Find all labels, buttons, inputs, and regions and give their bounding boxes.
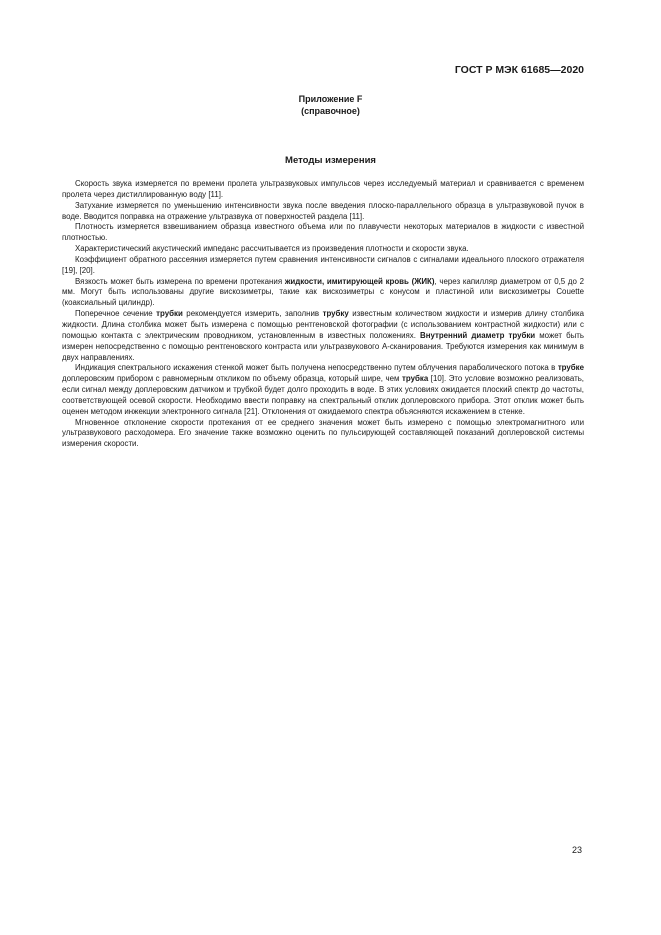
text-run: Затухание измеряется по уменьшению интенсивности звука после введения плоско-параллельного образца в ультразвуковой пучок в воде. Вводится поправка на отражение ультразвука от поверхностей раздела [11]. — [62, 200, 584, 221]
bold-term: трубку — [322, 309, 349, 319]
page-number: 23 — [571, 845, 582, 855]
text-run: Мгновенное отклонение скорости протекания от ее среднего значения может быть измерено с помощью электромагнитного или ультразвукового расходомера. Его значение также возможно оценить по пульсирующей составляющей показаний доплеровской системы измерения скорости. — [62, 417, 584, 449]
text-run: Плотность измеряется взвешиванием образца известного объема или по плавучести некоторых материалов в жидкости с известной плотностью. — [62, 222, 584, 243]
bold-term: трубки — [156, 309, 183, 319]
annex-heading — [0, 93, 661, 117]
body-paragraph — [62, 277, 584, 310]
text-run: рекомендуется измерить, заполнив — [182, 309, 323, 319]
text-run: Поперечное сечение — [75, 309, 157, 319]
text-run: Вязкость может быть измерена по времени протекания — [75, 276, 285, 286]
body-paragraph — [62, 255, 584, 277]
text-run: Индикация спектрального искажения стенкой может быть получена непосредственно путем облучения параболического потока в — [75, 363, 558, 373]
text-run: известным количеством жидкости и измерив длину столбика жидкости. Длина столбика может быть измерена с помощью рентгеновской фотографии (с использованием контрастной жидкости) или с помощью контакта с электрическим проводником, установленным в известных положениях. — [62, 309, 584, 340]
text-run: доплеровским прибором с равномерным откликом по объему образца, который шире, чем — [62, 374, 403, 384]
text-run: [10]. Это условие возможно реализовать, если сигнал между доплеровским датчиком и трубкой будет долго проходить в воде. В этих условиях ожидается плоский спектр до частоты, соответствующей осевой скорости. Необходимо ввести поправку на спектральный отклик доплеровского прибора. Этот отклик может быть оценен методом инжекции электронного сигнала [21]. Отклонения от ожидаемого спектра объясняются искажением в стенке. — [62, 374, 584, 416]
body-paragraph — [62, 244, 584, 255]
text-run: Характеристический акустический импеданс рассчитывается из произведения плотности и скорости звука. — [75, 244, 469, 254]
text-run: , через капилляр диаметром от 0,5 до 2 мм. Могут быть использованы другие вискозиметры, такие как вискозиметры с конусом и пластиной или вискозиметры Couette (коаксиальный цилиндр). — [62, 276, 584, 308]
bold-term: трубка — [402, 374, 429, 384]
body-paragraph — [62, 309, 584, 363]
body-paragraph — [62, 418, 584, 451]
body-paragraph — [62, 363, 584, 417]
annex-subtitle: (справочное) — [301, 106, 360, 116]
document-body — [62, 179, 584, 450]
bold-term: жидкости, имитирующей кровь (ЖИК) — [284, 276, 435, 286]
text-run: может быть измерен непосредственно с помощью рентгеновского контраста или ультразвукового А-сканирования. Требуются измерения как минимум в двух направлениях. — [62, 330, 584, 362]
annex-title: Приложение F — [298, 94, 363, 104]
standard-designation: ГОСТ Р МЭК 61685—2020 — [454, 64, 584, 76]
text-run: Коэффициент обратного рассеяния измеряется путем сравнения интенсивности сигналов с сигналами идеального плоского отражателя [19], [20]. — [62, 254, 584, 275]
body-paragraph — [62, 222, 584, 244]
body-paragraph — [62, 179, 584, 201]
bold-term: трубке — [557, 363, 584, 373]
section-title: Методы измерения — [285, 155, 376, 166]
text-run: Скорость звука измеряется по времени пролета ультразвуковых импульсов через исследуемый материал и сравнивается с временем пролета через дистиллированную воду [11]. — [62, 179, 584, 199]
bold-term: Внутренний диаметр трубки — [420, 330, 536, 340]
body-paragraph — [62, 201, 584, 223]
